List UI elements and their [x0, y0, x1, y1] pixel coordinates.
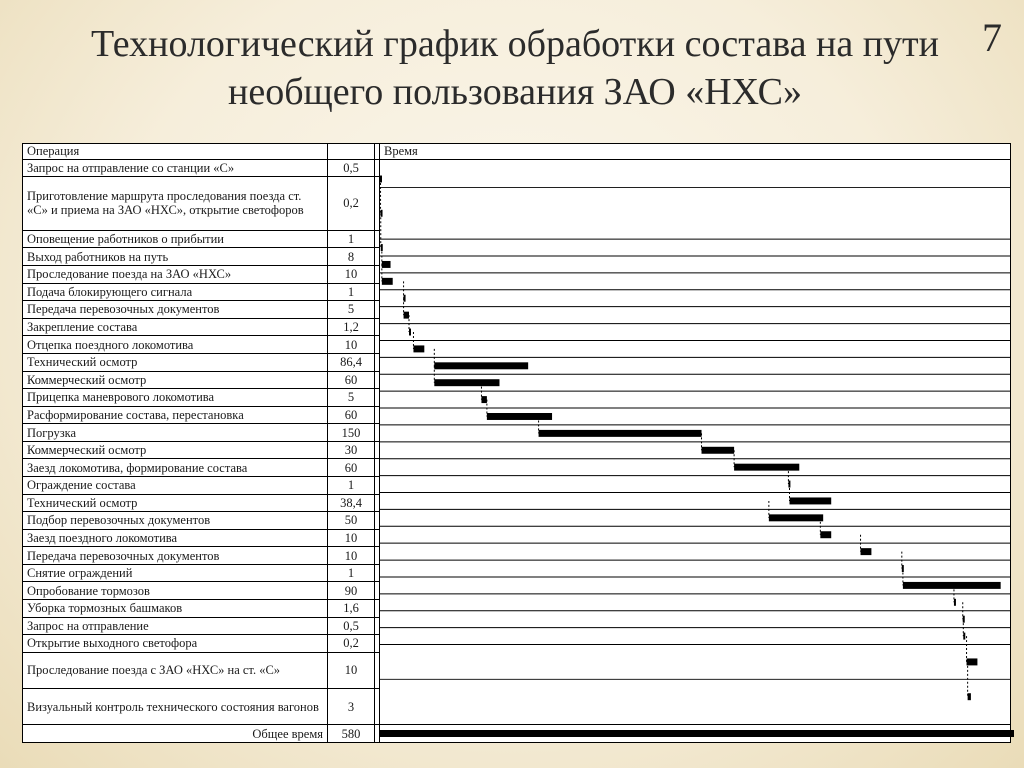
task-duration: 3: [328, 688, 375, 724]
task-duration: 1,2: [328, 318, 375, 336]
task-duration: 60: [328, 459, 375, 477]
gantt-bar: [539, 429, 702, 436]
task-duration: 1: [328, 283, 375, 301]
gantt-bar: [413, 345, 424, 352]
gantt-bar: [861, 548, 872, 555]
task-label: Открытие выходного светофора: [23, 635, 328, 653]
duration-column-header: [328, 144, 375, 160]
task-duration: 150: [328, 424, 375, 442]
gantt-bar: [481, 396, 486, 403]
gantt-bar: [381, 209, 383, 216]
total-row: [23, 725, 1011, 743]
gantt-bar: [954, 598, 956, 605]
operation-column-header: Операция: [23, 144, 328, 160]
task-label: Подача блокирующего сигнала: [23, 283, 328, 301]
task-duration: 0,2: [328, 635, 375, 653]
total-bar: [380, 730, 1014, 737]
task-duration: 10: [328, 266, 375, 284]
task-duration: 8: [328, 248, 375, 266]
gantt-bar: [434, 362, 528, 369]
task-label: Оповещение работников о прибытии: [23, 230, 328, 248]
task-label: Проследование поезда на ЗАО «НХС»: [23, 266, 328, 284]
task-label: Отцепка поездного локомотива: [23, 336, 328, 354]
gantt-bar: [963, 615, 965, 622]
slide-number: 7: [982, 15, 1002, 60]
gantt-bar: [381, 244, 383, 251]
task-label: Заезд поездного локомотива: [23, 529, 328, 547]
task-duration: 0,2: [328, 177, 375, 231]
task-label: Снятие ограждений: [23, 564, 328, 582]
gantt-bar: [702, 446, 735, 453]
gantt-bar: [820, 531, 831, 538]
task-label: Запрос на отправление со станции «С»: [23, 159, 328, 177]
task-label: Подбор перевозочных документов: [23, 512, 328, 530]
gantt-bar: [382, 260, 391, 267]
gantt-bar: [434, 379, 499, 386]
task-duration: 90: [328, 582, 375, 600]
total-value: 580: [328, 725, 375, 743]
task-label: Заезд локомотива, формирование состава: [23, 459, 328, 477]
task-duration: 10: [328, 652, 375, 688]
gantt-bar: [769, 514, 823, 521]
gantt-table: [22, 143, 1011, 743]
task-duration: 1: [328, 230, 375, 248]
task-duration: 10: [328, 529, 375, 547]
gantt-bar: [380, 175, 382, 182]
gantt-bar: [968, 693, 971, 700]
gantt-bar: [790, 497, 832, 504]
gantt-bar: [487, 413, 552, 420]
task-label: Технический осмотр: [23, 353, 328, 371]
task-label: Коммерческий осмотр: [23, 371, 328, 389]
task-duration: 1,6: [328, 600, 375, 618]
total-label: Общее время: [23, 725, 328, 743]
gantt-chart-area: [380, 159, 1011, 725]
task-label: Прицепка маневрового локомотива: [23, 389, 328, 407]
time-column-header: Время: [380, 144, 1011, 160]
gantt-bar: [409, 328, 411, 335]
task-label: Погрузка: [23, 424, 328, 442]
gantt-bars-svg: [380, 160, 1010, 725]
header-row: [23, 144, 1011, 160]
task-label: Расформирование состава, перестановка: [23, 406, 328, 424]
task-label: Запрос на отправление: [23, 617, 328, 635]
task-duration: 0,5: [328, 617, 375, 635]
task-duration: 86,4: [328, 353, 375, 371]
task-label: Коммерческий осмотр: [23, 441, 328, 459]
gantt-bar: [734, 463, 799, 470]
task-duration: 5: [328, 389, 375, 407]
task-label: Технический осмотр: [23, 494, 328, 512]
task-label: Закрепление состава: [23, 318, 328, 336]
gantt-body: [23, 144, 1011, 743]
total-chart-cell: [380, 725, 1011, 743]
task-label: Передача перевозочных документов: [23, 547, 328, 565]
gantt-bar: [963, 632, 965, 639]
total-bar-svg: [380, 725, 1014, 742]
task-label: Визуальный контроль технического состояния вагонов: [23, 688, 328, 724]
task-duration: 38,4: [328, 494, 375, 512]
task-label: Передача перевозочных документов: [23, 301, 328, 319]
task-duration: 50: [328, 512, 375, 530]
gantt-bar: [404, 311, 409, 318]
task-label: Опробование тормозов: [23, 582, 328, 600]
task-duration: 1: [328, 476, 375, 494]
task-duration: 10: [328, 547, 375, 565]
task-duration: 60: [328, 371, 375, 389]
gantt-bar: [382, 277, 393, 284]
task-duration: 30: [328, 441, 375, 459]
task-label: Ограждение состава: [23, 476, 328, 494]
task-duration: 5: [328, 301, 375, 319]
task-label: Приготовление маршрута проследования поезда ст. «С» и приема на ЗАО «НХС», открытие светофоров: [23, 177, 328, 231]
gantt-bar: [903, 581, 1001, 588]
task-label: Уборка тормозных башмаков: [23, 600, 328, 618]
task-duration: 1: [328, 564, 375, 582]
task-duration: 60: [328, 406, 375, 424]
task-duration: 10: [328, 336, 375, 354]
slide-title: Технологический график обработки состава на пути необщего пользования ЗАО «НХС»: [91, 23, 939, 113]
task-label: Проследование поезда с ЗАО «НХС» на ст. «С»: [23, 652, 328, 688]
gantt-row: [23, 159, 1011, 177]
gantt-bar: [967, 658, 978, 665]
task-duration: 0,5: [328, 159, 375, 177]
task-label: Выход работников на путь: [23, 248, 328, 266]
